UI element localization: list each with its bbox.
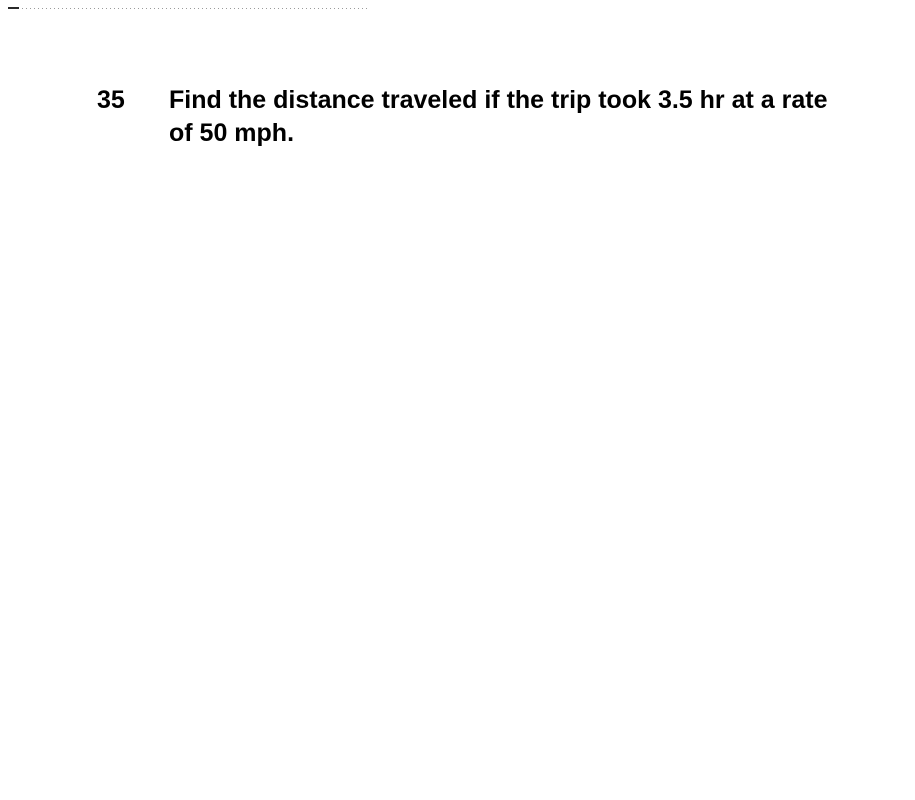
header-mark <box>8 7 19 9</box>
question-text: Find the distance traveled if the trip took 3.5 hr at a rate of 50 mph. <box>169 86 828 147</box>
question-number: 35 <box>97 86 125 114</box>
header-strip <box>8 6 370 10</box>
header-dotted-line <box>22 8 370 9</box>
